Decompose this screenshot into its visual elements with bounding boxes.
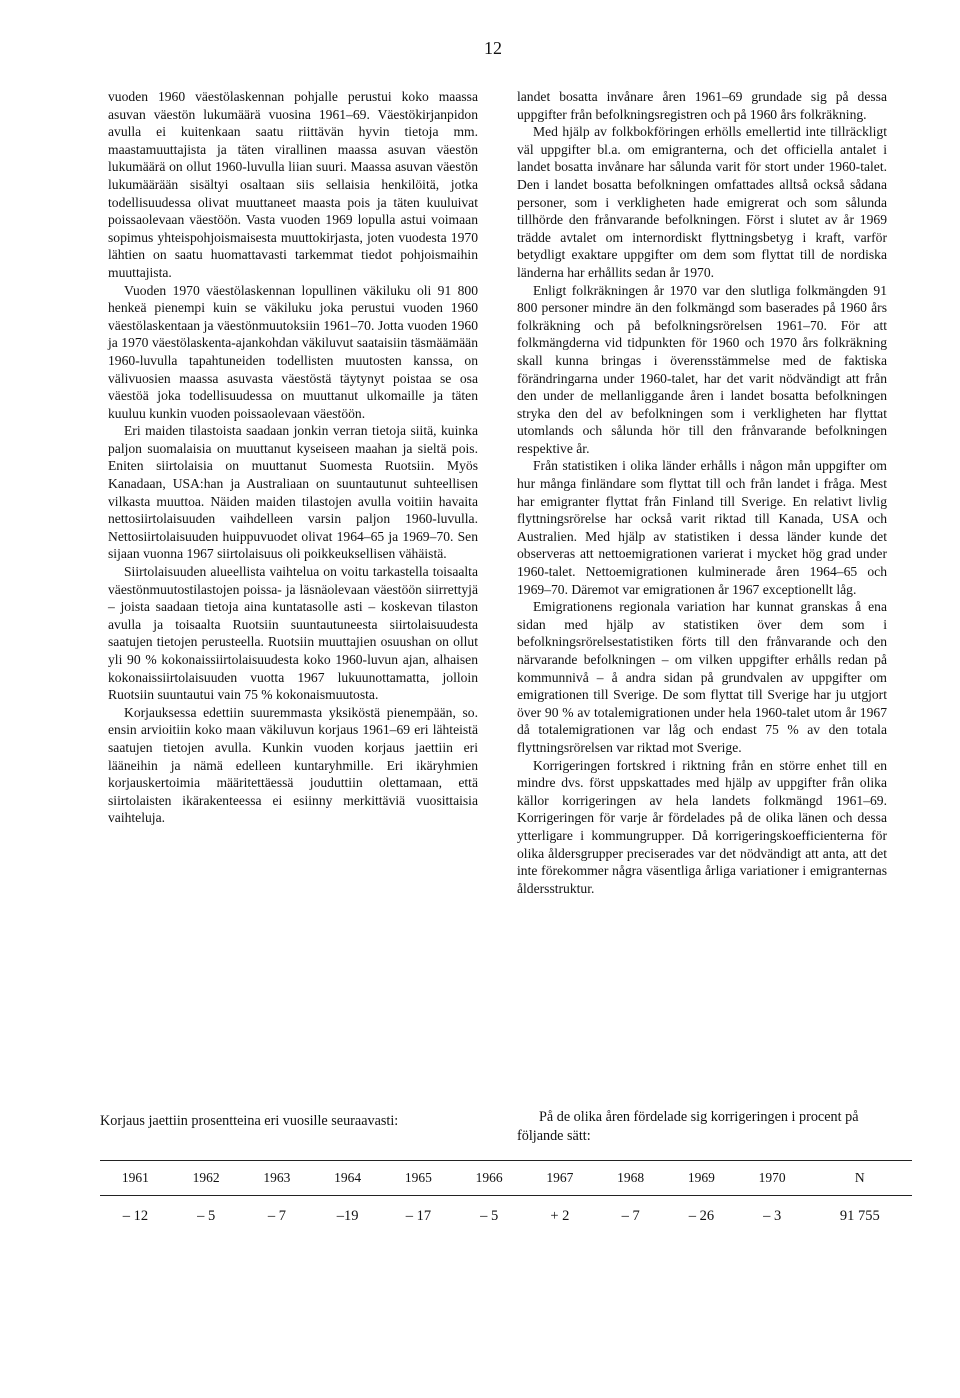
paragraph: Eri maiden tilastoista saadaan jonkin verran tietoja siitä, kuinka paljon suomalaisia on muuttanut kyseiseen maahan ja sieltä pois. Eniten siirtolaisia on muuttanut Suomesta Ruotsiin. Myös Kanadaan, USA:han ja Australiaan on suuntautunut suhteellisen vilkasta muuttoa. Näiden maiden tilastojen avulla voitiin havaita nettosiirtolaisuuden vaihdelleen varsin paljon 1960-luvulla. Nettosiirtolaisuuden huippuvuodet olivat 1964–65 ja 1969–70. Sen sijaan vuonna 1967 siirtolaisuus oli poikkeuksellisen vähäistä. bbox=[108, 423, 478, 562]
paragraph: Korrigeringen fortskred i riktning från en större enhet till en mindre dvs. först uppskattades med hjälp av uppgifter från olika källor korrigeringen av hela landets folkmängd 1961–69. Korrigeringen för varje år fördelades på de olika länen och dessa ytterligare i kommungrupper. Då korrigeringskoefficienterna för olika åldersgrupper preciserades var det nödvändigt att anta, att det inte förekommer några väsentliga årliga variationer i emigranternas åldersstruktur. bbox=[517, 757, 887, 896]
table-header-row bbox=[100, 1161, 912, 1196]
correction-table bbox=[100, 1160, 912, 1236]
paragraph: Med hjälp av folkbokföringen erhölls emellertid inte tillräckligt väl uppgifter bl.a. om emigranterna, och det officiella antalet i landet bosatta invånare har sålunda varit för stort under 1960-talet. Den i landet bosatta befolkningen omfattades alltså också sådana personer, som i verkligheten hade emigrerat och som sålunda tillhörde den frånvarande befolkningen. Först i slutet av år 1969 trädde avtalet om internordiskt flyttningsbetyg i kraft, varför betydligt exaktare uppgifter om dem som flyttat till de nordiska länderna har erhållits sedan år 1970. bbox=[517, 124, 887, 280]
finnish-text-column bbox=[108, 88, 478, 827]
table-header-cell: 1966 bbox=[454, 1161, 525, 1196]
paragraph: Emigrationens regionala variation har kunnat granskas å ena sidan med hjälp av statistiken över dem som i befolkningsrörelsestatistiken förts till den frånvarande och den närvarande befolkningen – om vilken uppgifter erhålls redan på kommunnivå – å andra sidan på grundvalen av uppgifter om emigrationen till Sverige. De som flyttat till Sverige har ju utgjort över 90 % av totalemigrationen under hela 1960-talet utom år 1967 då totalemigrationen var låg och endast 75 % av den totala flyttningsrörelsen var riktad mot Sverige. bbox=[517, 599, 887, 755]
table-cell: – 17 bbox=[405, 1207, 432, 1224]
table-cell: – 5 bbox=[197, 1207, 216, 1224]
table-caption-finnish: Korjaus jaettiin prosentteina eri vuosille seuraavasti: bbox=[100, 1113, 399, 1129]
table-header-cell: 1962 bbox=[171, 1161, 242, 1196]
table-cell: – 7 bbox=[267, 1207, 286, 1224]
table-header-cell: 1964 bbox=[312, 1161, 383, 1196]
table-header-cell: 1968 bbox=[595, 1161, 666, 1196]
table-cell: 91 755 bbox=[839, 1207, 880, 1224]
table-header-cell: 1970 bbox=[737, 1161, 808, 1196]
paragraph: Siirtolaisuuden alueellista vaihtelua on voitu tarkastella toisaalta väestönmuutostilastojen poissa- ja läsnäolevaan väestöön siirrettyjä – joista saadaan tietoja aina kuntatasolle asti – koskevan tilaston avulla ja toisaalta Ruotsiin suuntautuneesta siirtolaisuudesta saatujen tietojen perusteella. Ruotsiin muuttajien osuushan on ollut yli 90 % kokonaissiirtolaisuudesta koko 1960-luvun ajan, alhaisen kokonaissiirtolaisuuden vuotta 1967 lukuunottamatta, jolloin Ruotsiin suuntautui vain 75 % kokonaismuutosta. bbox=[108, 564, 478, 703]
table-caption-swedish: På de olika åren fördelade sig korrigeringen i procent på följande sätt: bbox=[517, 1109, 859, 1144]
swedish-text-column bbox=[517, 88, 887, 897]
table-header-cell: 1965 bbox=[383, 1161, 454, 1196]
table-header-cell: 1963 bbox=[242, 1161, 313, 1196]
table-header-cell: 1967 bbox=[525, 1161, 596, 1196]
paragraph: vuoden 1960 väestölaskennan pohjalle perustui koko maassa asuvan väestön lukumäärä vuosina 1961–69. Väestökirjanpidon avulla ei kuitenkaan saatu riittävän hyvin tietoja mm. maastamuuttajista ja täten virallinen maassa asuvan väestön lukumäärä on ollut 1960-luvulla liian suuri. Maassa asuvan väestön lukumäärään sisältyi osaltaan siis sellaisia henkilöitä, jotka todellisuudessa olivat muuttaneet maasta pois ja täten kuuluivat poissaolevaan väestöön. Vasta vuoden 1969 lopulla astui voimaan sopimus yhteispohjoismaisesta muuttokirjasta, joten vuodesta 1970 lähtien on saatu huomattavasti tarkemmat tiedot pohjoismaihin muuttajista. bbox=[108, 89, 478, 280]
table-cell: –19 bbox=[336, 1207, 359, 1224]
paragraph: Enligt folkräkningen år 1970 var den slutliga folkmängden 91 800 personer mindre än den folkmängd som baserades på 1960 års folkräkning och på befolkningsrörelsen 1961–70. För att folkmängderna vid tidpunkten för 1960 och 1970 års folkräkning skall kunna bringas i överensstämmelse med de faktiska förändringarna under 1960-talet, har det varit nödvändigt att från den under de mellanliggande åren i landet bosatta befolkningen stryka den del av befolkningen som i verkligheten har flyttat utomlands och sålunda hör till den frånvarande befolkningen respektive år. bbox=[517, 282, 887, 456]
table-cell: – 26 bbox=[688, 1207, 715, 1224]
table-cell: – 12 bbox=[122, 1207, 149, 1224]
table-header-cell: N bbox=[808, 1161, 913, 1196]
table-cell: – 3 bbox=[763, 1207, 782, 1224]
paragraph: Vuoden 1970 väestölaskennan lopullinen väkiluku oli 91 800 henkeä pienempi kuin se väkiluku joka perustui vuoden 1960 väestölaskentaan ja väestönmuutoksiin 1961–70. Jotta vuoden 1960 ja 1970 väestölaskenta-ajankohdan väkiluvut saataisiin täsmäämään 1960-luvulla tapahtuneiden todellisten muutosten kanssa, on välivuosien maassa asuvasta väestöstä täytynyt poistaa se osa väestöä joka todellisuudessa on muuttanut ulkomaille ja täten kuuluu kunkin vuoden poissaolevaan väestöön. bbox=[108, 282, 478, 421]
paragraph: landet bosatta invånare åren 1961–69 grundade sig på dessa uppgifter från befolkningsregistren och på 1960 års folkräkning. bbox=[517, 89, 887, 122]
table-header-cell: 1969 bbox=[666, 1161, 737, 1196]
paragraph: Från statistiken i olika länder erhålls i någon mån uppgifter om hur många finländare som flyttat till och från landet i fråga. Mest har emigranter flyttat från Finland till Sverige. En relativt livlig flyttningsrörelse har också varit riktad till Kanada, USA och Australien. Med hjälp av statistiken i dessa länder kunde det observeras att nettoemigrationen varierat i mycket hög grad under 1960-talet. Nettoemigrationen kulminerade åren 1964–65 och 1969–70. Däremot var emigrationen år 1967 exceptionellt låg. bbox=[517, 458, 887, 597]
table-header-cell: 1961 bbox=[100, 1161, 171, 1196]
page-number: 12 bbox=[484, 38, 502, 58]
table-cell: – 7 bbox=[621, 1207, 640, 1224]
table-cell: – 5 bbox=[480, 1207, 499, 1224]
paragraph: Korjauksessa edettiin suuremmasta yksiköstä pienempään, so. ensin arvioitiin koko maan väkiluvun korjaus 1961–69 eri lähteistä saatujen tietojen avulla. Kunkin vuoden korjaus jaettiin eri lääneihin ja nämä edelleen kuntaryhmille. Eri ikäryhmien korjauskertoimia määritettäessä jouduttiin olettamaan, että siirtolaisten ikärakenteessa ei esiinny merkittäviä vuosittaisia vaihteluja. bbox=[108, 704, 478, 826]
table-cell: + 2 bbox=[550, 1207, 570, 1224]
table-row bbox=[100, 1196, 912, 1237]
